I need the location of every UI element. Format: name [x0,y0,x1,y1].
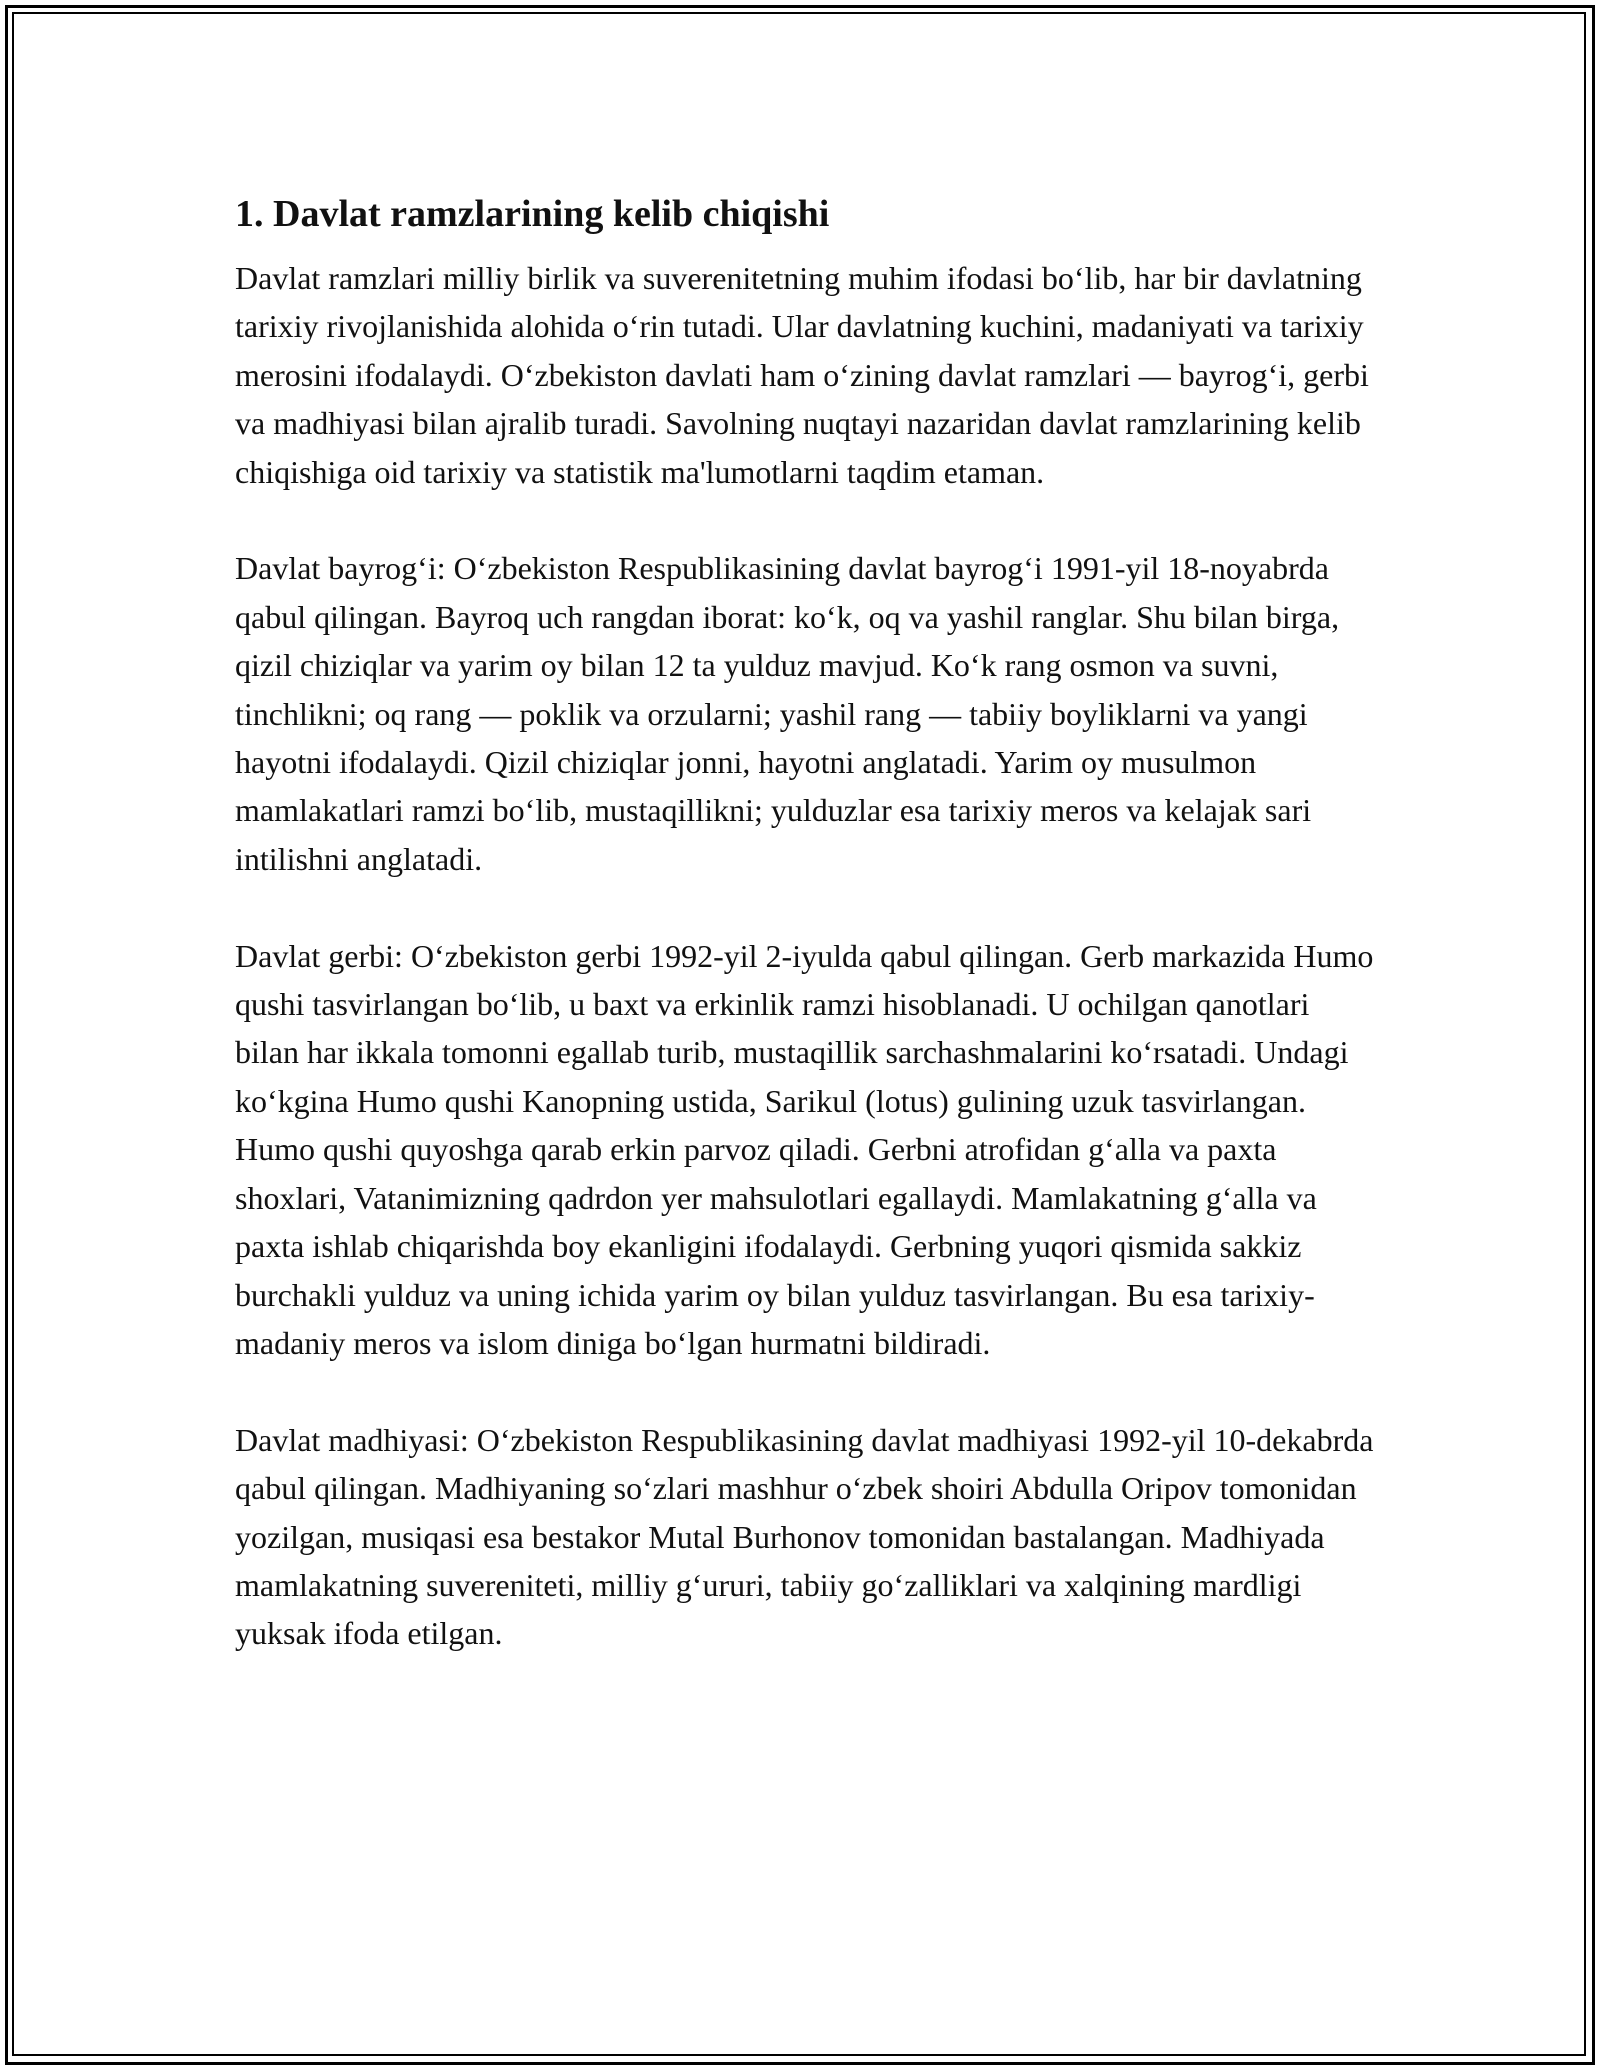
paragraph-introduction: Davlat ramzlari milliy birlik va suverenitetning muhim ifodasi bo‘lib, har bir davlatning tarixiy rivojlanishida alohida o‘rin tutadi. Ular davlatning kuchini, madaniyati va tarixiy merosini ifodalaydi. O‘zbekiston davlati ham o‘zining davlat ramzlari — bayrog‘i, gerbi va madhiyasi bilan ajralib turadi. Savolning nuqtayi nazaridan davlat ramzlarining kelib chiqishiga oid tarixiy va statistik ma'lumotlarni taqdim etaman. [235,260,1369,490]
document-title: 1. Davlat ramzlarining kelib chiqishi [235,193,830,235]
document-body [235,180,1375,1706]
paragraph-state-flag: Davlat bayrog‘i: O‘zbekiston Respublikasining davlat bayrog‘i 1991-yil 18-noyabrda qabul qilingan. Bayroq uch rangdan iborat: ko‘k, oq va yashil ranglar. Shu bilan birga, qizil chiziqlar va yarim oy bilan 12 ta yulduz mavjud. Ko‘k rang osmon va suvni, tinchlikni; oq rang — poklik va orzularni; yashil rang — tabiiy boyliklarni va yangi hayotni ifodalaydi. Qizil chiziqlar jonni, hayotni anglatadi. Yarim oy musulmon mamlakatlari ramzi bo‘lib, mustaqillikni; yulduzlar esa tarixiy meros va kelajak sari intilishni anglatadi. [235,550,1340,877]
paragraph-state-anthem: Davlat madhiyasi: O‘zbekiston Respublikasining davlat madhiyasi 1992-yil 10-dekabrda qabul qilingan. Madhiyaning so‘zlari mashhur o‘zbek shoiri Abdulla Oripov tomonidan yozilgan, musiqasi esa bestakor Mutal Burhonov tomonidan bastalangan. Madhiyada mamlakatning suvereniteti, milliy g‘ururi, tabiiy go‘zalliklari va xalqining mardligi yuksak ifoda etilgan. [235,1421,1374,1652]
paragraph-state-emblem: Davlat gerbi: O‘zbekiston gerbi 1992-yil 2-iyulda qabul qilingan. Gerb markazida Humo qushi tasvirlangan bo‘lib, u baxt va erkinlik ramzi hisoblanadi. U ochilgan qanotlari bilan har ikkala tomonni egallab turib, mustaqillik sarchashmalarini ko‘rsatadi. Undagi ko‘kgina Humo qushi Kanopning ustida, Sarikul (lotus) gulining uzuk tasvirlangan. Humo qushi quyoshga qarab erkin parvoz qiladi. Gerbni atrofidan g‘alla va paxta shoxlari, Vatanimizning qadrdon yer mahsulotlari egallaydi. Mamlakatning g‘alla va paxta ishlab chiqarishda boy ekanligini ifodalaydi. Gerbning yuqori qismida sakkiz burchakli yulduz va uning ichida yarim oy bilan yulduz tasvirlangan. Bu esa tarixiy-madaniy meros va islom diniga bo‘lgan hurmatni bildiradi. [235,937,1374,1361]
